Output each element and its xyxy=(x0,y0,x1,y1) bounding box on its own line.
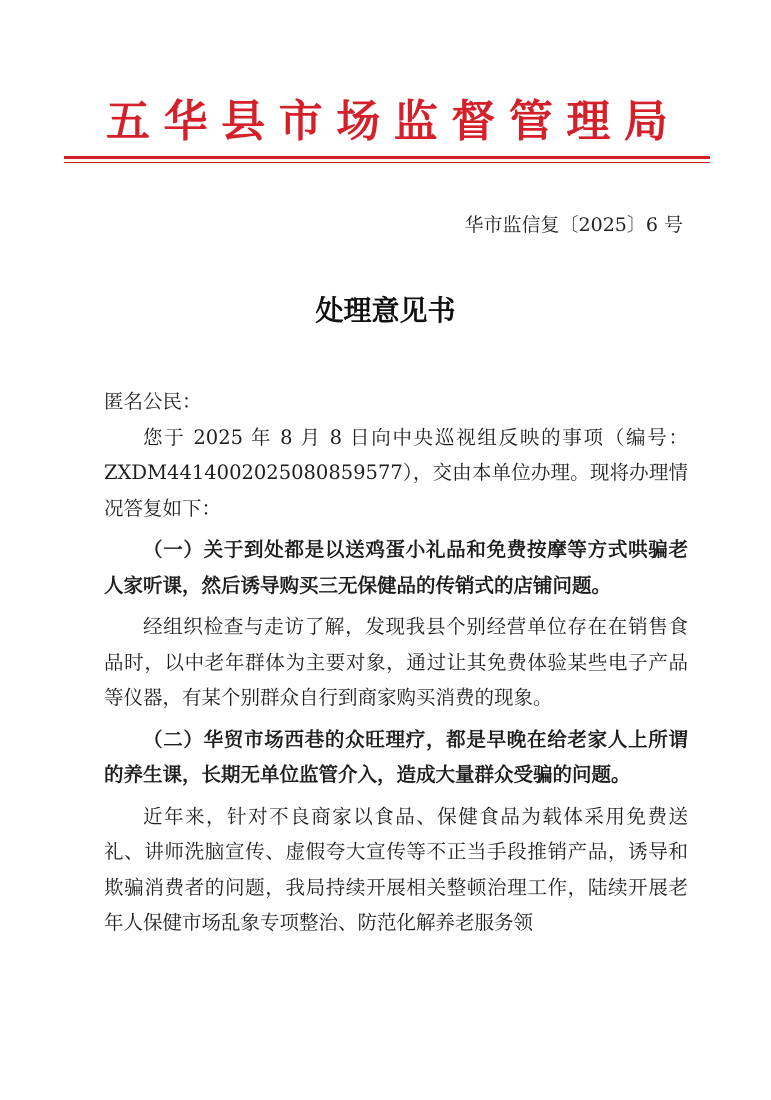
issue-heading-1: （一）关于到处都是以送鸡蛋小礼品和免费按摩等方式哄骗老人家听课，然后诱导购买三无保健品的传销式的店铺问题。 xyxy=(104,538,688,597)
organization-header-char: 理 xyxy=(566,96,611,147)
organization-header-char: 市 xyxy=(278,96,323,147)
organization-header-char: 管 xyxy=(508,96,553,147)
organization-header-char: 监 xyxy=(393,96,438,147)
organization-header-char: 华 xyxy=(163,96,208,147)
body-paragraph: 您于 2025 年 8 月 8 日向中央巡视组反映的事项（编号：ZXDM4414002025080859577），交由本单位办理。现将办理情况答复如下： xyxy=(104,425,688,520)
organization-header xyxy=(64,92,710,152)
organization-header-char: 场 xyxy=(336,96,381,147)
body-paragraph: 近年来，针对不良商家以食品、保健食品为载体采用免费送礼、讲师洗脑宣传、虚假夸大宣传等不正当手段推销产品，诱导和欺骗消费者的问题，我局持续开展相关整顿治理工作，陆续开展老年人保健市场乱象专项整治、防范化解养老服务领 xyxy=(104,804,688,934)
header-divider-thin xyxy=(64,162,710,163)
organization-header-char: 县 xyxy=(221,96,266,147)
body-paragraph: 经组织检查与走访了解，发现我县个别经营单位存在在销售食品时，以中老年群体为主要对象，通过让其免费体验某些电子产品等仪器，有某个别群众自行到商家购买消费的现象。 xyxy=(104,615,688,709)
issue-heading-2: （二）华贸市场西巷的众旺理疗，都是早晚在给老家人上所谓的养生课，长期无单位监管介入，造成大量群众受骗的问题。 xyxy=(104,727,688,786)
organization-header-char: 五 xyxy=(106,96,150,147)
document-number: 华市监信复〔2025〕6 号 xyxy=(464,214,683,236)
document-title: 处理意见书 xyxy=(315,294,456,327)
organization-header-char: 督 xyxy=(451,96,496,147)
document-body xyxy=(104,384,688,941)
header-divider-thick xyxy=(64,156,710,159)
salutation: 匿名公民： xyxy=(104,390,202,413)
organization-header-char: 局 xyxy=(623,96,668,147)
